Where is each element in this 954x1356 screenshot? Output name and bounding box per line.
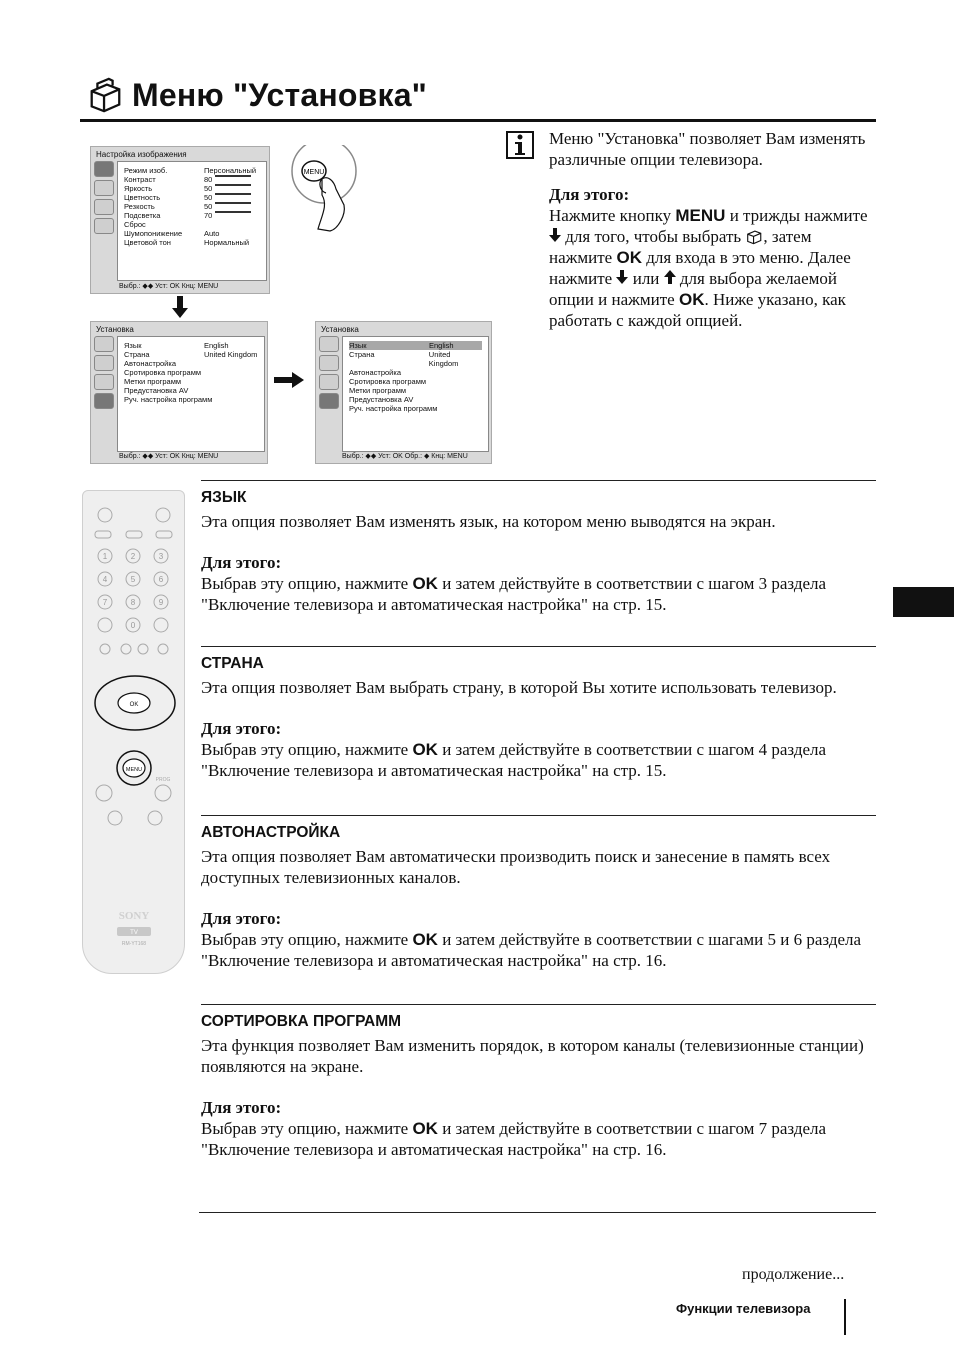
screen-sidebar bbox=[94, 161, 114, 234]
setup-menu-selected-screenshot bbox=[315, 321, 492, 464]
screen-sidebar bbox=[319, 336, 339, 409]
section-how-title: Для этого: bbox=[201, 909, 282, 928]
section-action: Выбрав эту опцию, нажмите OK и затем действуйте в соответствии с шагом 7 раздела "Включение телевизора и автоматическая настройка" на стр. 16. bbox=[201, 1119, 827, 1159]
arrow-down-icon bbox=[616, 270, 628, 284]
remote-control-drawing bbox=[83, 491, 186, 975]
menu-key-label: MENU bbox=[675, 206, 726, 225]
menu-row: Руч. настройка программ bbox=[124, 395, 213, 404]
menu-row: Сротировка программ bbox=[349, 377, 427, 386]
menu-row: Предустановка AV bbox=[349, 395, 414, 404]
section-heading: АВТОНАСТРОЙКА bbox=[201, 824, 341, 841]
footer-bar bbox=[844, 1299, 846, 1335]
sound-tab-icon bbox=[94, 355, 114, 371]
sound-tab-icon bbox=[319, 355, 339, 371]
menu-row: Сротировка программ bbox=[124, 368, 202, 377]
screen-panel bbox=[117, 336, 265, 452]
menu-row: Яркость 50 bbox=[124, 184, 260, 193]
setup-toolbox-icon bbox=[86, 76, 124, 114]
section-divider bbox=[201, 480, 876, 481]
menu-row: Метки программ bbox=[349, 386, 407, 395]
menu-button-hand-illustration bbox=[288, 145, 368, 235]
screen-header: Установка bbox=[321, 325, 359, 334]
section-divider bbox=[201, 1004, 876, 1005]
model-label: RM-YT168 bbox=[121, 941, 147, 947]
section-description: Эта функция позволяет Вам изменить порядок, в котором каналы (телевизионные станции) появляются на экране. bbox=[201, 1036, 864, 1076]
picture-tab-icon bbox=[319, 336, 339, 352]
menu-row: Контраст 80 bbox=[124, 175, 260, 184]
title-divider bbox=[80, 119, 876, 122]
screen-sidebar bbox=[94, 336, 114, 409]
section-action: Выбрав эту опцию, нажмите OK и затем действуйте в соответствии с шагами 5 и 6 раздела "Включение телевизора и автоматическая настройка" на стр. 16. bbox=[201, 930, 862, 970]
setup-tab-icon bbox=[94, 393, 114, 409]
menu-row: Метки программ bbox=[124, 377, 182, 386]
level-bar bbox=[215, 193, 251, 195]
screen-panel bbox=[117, 161, 267, 281]
arrow-right-icon bbox=[274, 372, 304, 388]
menu-button-label: MENU bbox=[303, 169, 325, 176]
bottom-divider bbox=[199, 1212, 876, 1213]
menu-row-highlighted: Язык English bbox=[349, 341, 482, 350]
arrow-down-icon bbox=[549, 228, 561, 242]
menu-row: Руч. настройка программ bbox=[349, 404, 438, 413]
info-how-title: Для этого: bbox=[549, 185, 630, 204]
section-description: Эта опция позволяет Вам выбрать страну, в которой Вы хотите использовать телевизор. bbox=[201, 678, 837, 697]
picture-tab-icon bbox=[94, 161, 114, 177]
ok-key-label: OK bbox=[412, 930, 438, 949]
menu-row: Автонастройка bbox=[349, 368, 401, 377]
menu-row: Цветовой тон Нормальный bbox=[124, 238, 250, 247]
screen-header: Настройка изображения bbox=[96, 150, 187, 159]
screen-header: Установка bbox=[96, 325, 134, 334]
ok-key-label: OK bbox=[412, 740, 438, 759]
arrow-up-icon bbox=[664, 270, 676, 284]
svg-text:6: 6 bbox=[158, 575, 164, 584]
level-bar bbox=[215, 175, 251, 177]
svg-text:4: 4 bbox=[102, 575, 108, 584]
svg-text:9: 9 bbox=[158, 598, 164, 607]
level-bar bbox=[215, 211, 251, 213]
arrow-down-icon bbox=[172, 296, 188, 318]
section-heading: СОРТИРОВКА ПРОГРАММ bbox=[201, 1013, 402, 1030]
ok-key-label: OK bbox=[616, 248, 642, 267]
section-heading: ЯЗЫК bbox=[201, 489, 247, 506]
menu-row: Предустановка AV bbox=[124, 386, 189, 395]
section-description: Эта опция позволяет Вам изменять язык, на котором меню выводятся на экран. bbox=[201, 512, 776, 531]
menu-row: Подсветка 70 bbox=[124, 211, 260, 220]
section-programme-sorting bbox=[201, 1004, 876, 1160]
screen-panel bbox=[342, 336, 489, 452]
section-how-title: Для этого: bbox=[201, 1098, 282, 1117]
info-text bbox=[549, 128, 869, 331]
setup-menu-screenshot bbox=[90, 321, 268, 464]
features-tab-icon bbox=[94, 374, 114, 390]
remote-control-illustration bbox=[82, 490, 185, 974]
tv-label: TV bbox=[130, 930, 138, 936]
info-icon bbox=[506, 131, 534, 159]
menu-row: Страна United Kingdom bbox=[124, 350, 258, 359]
menu-row: Резкость 50 bbox=[124, 202, 260, 211]
ok-button-label: OK bbox=[129, 702, 139, 708]
menu-row: Режим изоб. Персональный bbox=[124, 166, 257, 175]
screen-footer: Выбр.: ◆◆ Уст: OK Кнц: MENU bbox=[119, 453, 219, 460]
info-intro: Меню "Установка" позволяет Вам изменять различные опции телевизора. bbox=[549, 129, 866, 169]
svg-text:7: 7 bbox=[102, 598, 108, 607]
level-bar bbox=[215, 184, 251, 186]
ok-key-label: OK bbox=[412, 1119, 438, 1138]
menu-row: Язык English bbox=[124, 341, 229, 350]
picture-menu-screenshot bbox=[90, 146, 270, 294]
section-description: Эта опция позволяет Вам автоматически производить поиск и занесение в память всех доступных телевизионных каналов. bbox=[201, 847, 831, 887]
footer-section-title: Функции телевизора bbox=[676, 1301, 811, 1316]
info-instructions: Нажмите кнопку MENU и трижды нажмите для того, чтобы выбрать , затем нажмите OK для входа в это меню. Далее нажмите или для выбора желаемой опции и нажмите OK. Ниже указано, как работать с каждой опцией. bbox=[549, 206, 868, 330]
svg-text:1: 1 bbox=[102, 552, 108, 561]
continued-note: продолжение... bbox=[742, 1266, 845, 1283]
section-heading: СТРАНА bbox=[201, 655, 264, 672]
svg-text:5: 5 bbox=[130, 575, 136, 584]
brand-logo: SONY bbox=[118, 910, 150, 922]
menu-button-label: MENU bbox=[125, 767, 143, 773]
section-how-title: Для этого: bbox=[201, 553, 282, 572]
svg-text:0: 0 bbox=[130, 621, 136, 630]
ok-key-label: OK bbox=[678, 290, 705, 309]
svg-text:8: 8 bbox=[130, 598, 136, 607]
screen-footer: Выбр.: ◆◆ Уст: OK Обр.: ◆ Кнц: MENU bbox=[342, 453, 468, 460]
sound-tab-icon bbox=[94, 180, 114, 196]
section-divider bbox=[201, 646, 876, 647]
setup-toolbox-icon bbox=[745, 227, 763, 245]
setup-tab-icon bbox=[94, 218, 114, 234]
page-title-block bbox=[86, 70, 427, 120]
section-action: Выбрав эту опцию, нажмите OK и затем действуйте в соответствии с шагом 4 раздела "Включение телевизора и автоматическая настройка" на стр. 15. bbox=[201, 740, 827, 780]
page-title: Меню "Установка" bbox=[132, 76, 428, 113]
menu-row: Цветность 50 bbox=[124, 193, 260, 202]
menu-row: Страна United Kingdom bbox=[349, 350, 459, 368]
features-tab-icon bbox=[94, 199, 114, 215]
picture-tab-icon bbox=[94, 336, 114, 352]
svg-text:3: 3 bbox=[158, 552, 164, 561]
prog-label: PROG bbox=[155, 777, 171, 783]
svg-text:2: 2 bbox=[130, 552, 136, 561]
setup-tab-icon bbox=[319, 393, 339, 409]
section-autotuning bbox=[201, 815, 876, 971]
info-i-glyph bbox=[512, 134, 528, 156]
section-language bbox=[201, 480, 876, 615]
menu-row: Сброс bbox=[124, 220, 146, 229]
screen-footer: Выбр.: ◆◆ Уст: OK Кнц: MENU bbox=[119, 283, 219, 290]
menu-row: Автонастройка bbox=[124, 359, 176, 368]
section-divider bbox=[201, 815, 876, 816]
ok-key-label: OK bbox=[412, 574, 438, 593]
section-action: Выбрав эту опцию, нажмите OK и затем действуйте в соответствии с шагом 3 раздела "Включение телевизора и автоматическая настройка" на стр. 15. bbox=[201, 574, 827, 614]
menu-row: Шумопонижение Auto bbox=[124, 229, 220, 238]
features-tab-icon bbox=[319, 374, 339, 390]
level-bar bbox=[215, 202, 251, 204]
section-country bbox=[201, 646, 876, 781]
language-tab-marker bbox=[893, 587, 954, 617]
section-how-title: Для этого: bbox=[201, 719, 282, 738]
